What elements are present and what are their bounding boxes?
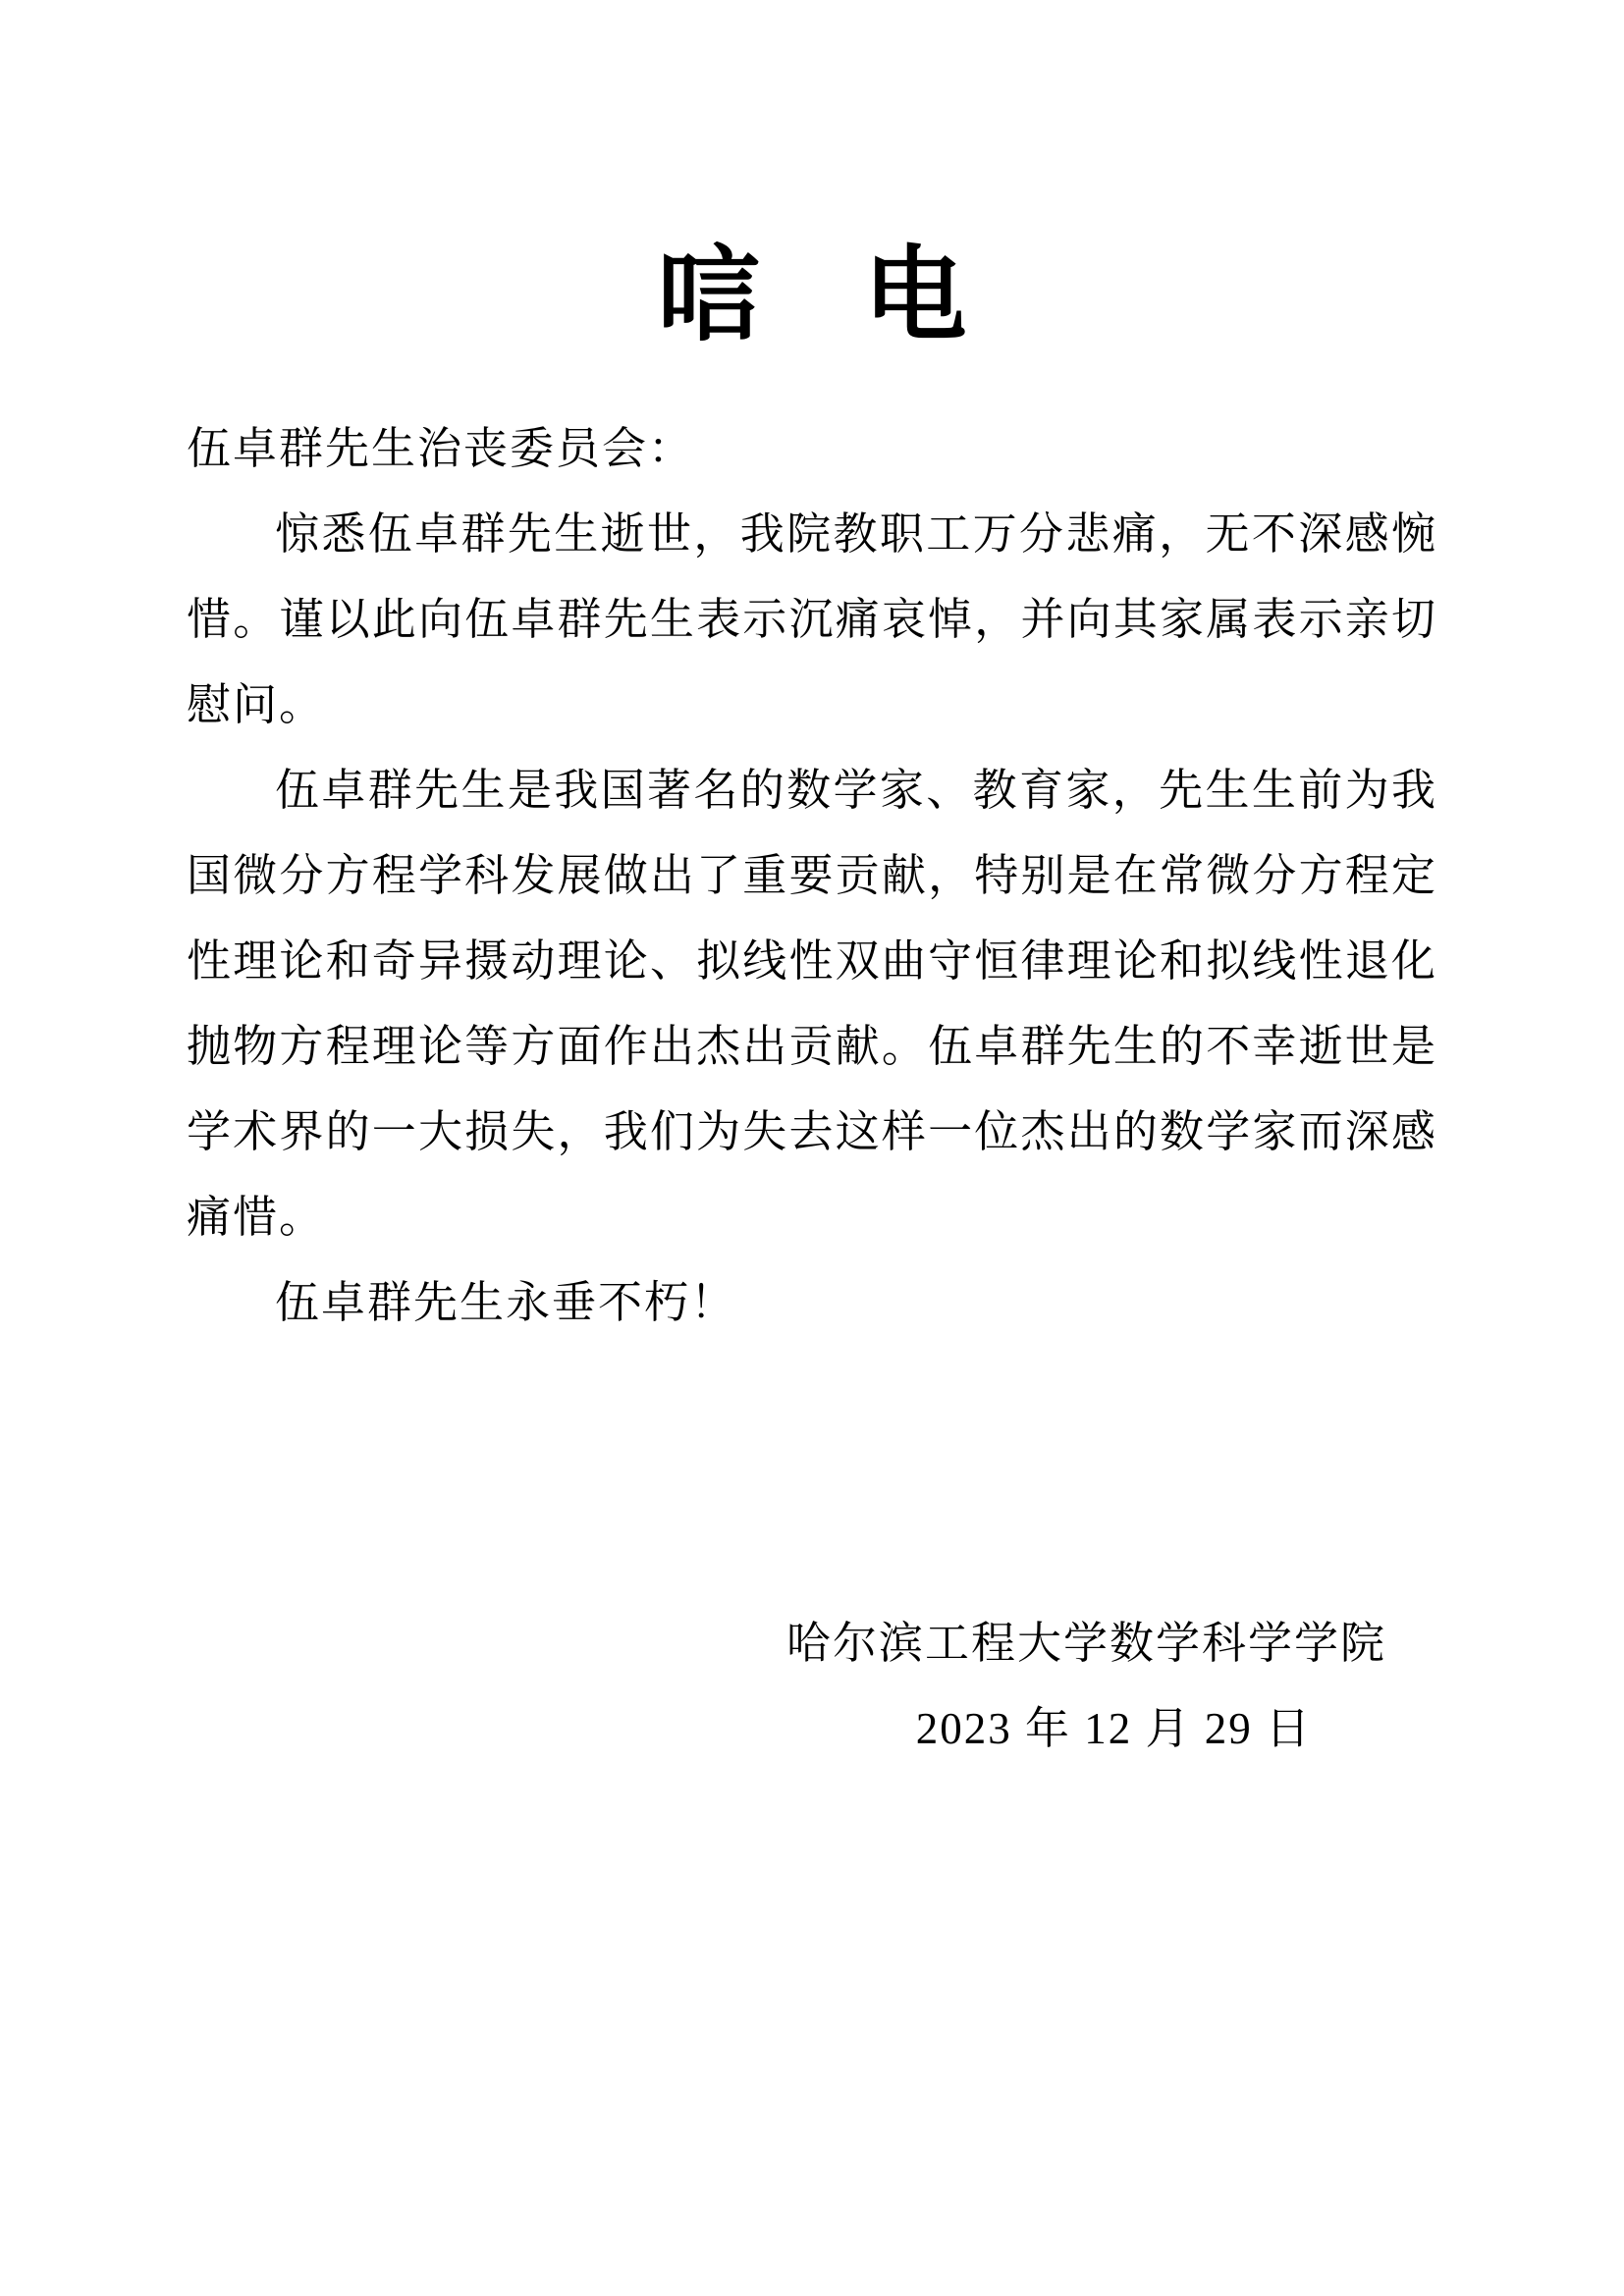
letter-closing	[187, 1601, 1437, 1772]
letter-paragraph-1: 惊悉伍卓群先生逝世，我院教职工万分悲痛，无不深感惋惜。谨以此向伍卓群先生表示沉痛哀悼，并向其家属表示亲切慰问。	[187, 509, 1437, 729]
letter-date: 2023 年 12 月 29 日	[915, 1704, 1312, 1753]
letter-body	[187, 406, 1437, 1346]
letter-signature: 哈尔滨工程大学数学科学学院	[785, 1619, 1386, 1668]
letter-title: 唁 电	[657, 239, 967, 353]
letter-salutation: 伍卓群先生治丧委员会：	[187, 424, 695, 473]
letter-paragraph-2: 伍卓群先生是我国著名的数学家、教育家，先生生前为我国微分方程学科发展做出了重要贡献，特别是在常微分方程定性理论和奇异摄动理论、拟线性双曲守恒律理论和拟线性退化抛物方程理论等方面作出杰出贡献。伍卓群先生的不幸逝世是学术界的一大损失，我们为失去这样一位杰出的数学家而深感痛惜。	[187, 766, 1437, 1242]
letter-paragraph-3: 伍卓群先生永垂不朽！	[275, 1278, 737, 1327]
